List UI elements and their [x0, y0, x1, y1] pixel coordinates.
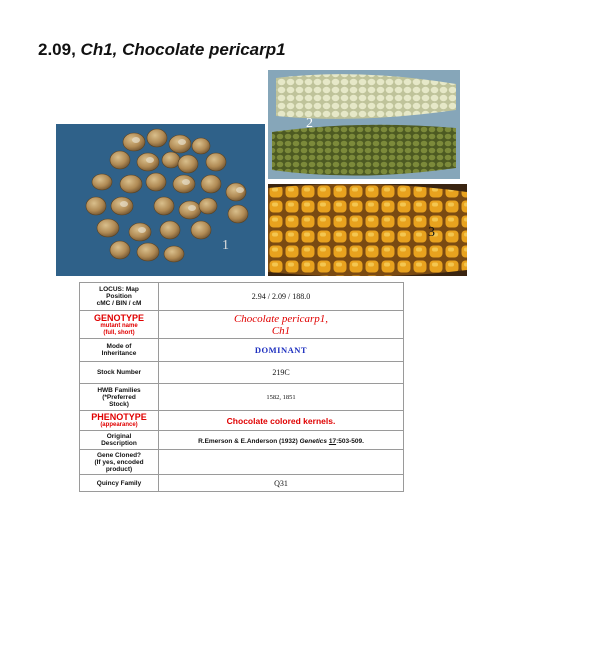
- locus-value: 2.94 / 2.09 / 188.0: [159, 283, 404, 311]
- row-gene-cloned: [80, 450, 404, 475]
- gene-info-table: [79, 282, 404, 492]
- stock-value: 219C: [159, 362, 404, 384]
- gene-cloned-label: Gene Cloned? (If yes, encoded product): [80, 450, 159, 475]
- genotype-label: GENOTYPE mutant name (full, short): [80, 311, 159, 339]
- gene-cloned-value: [159, 450, 404, 475]
- row-locus: [80, 283, 404, 311]
- locus-label: LOCUS: Map Position cMC / BIN / cM: [80, 283, 159, 311]
- photo-label-1: 1: [222, 238, 229, 253]
- kernels-photo: [56, 124, 265, 276]
- title-number: 2.09,: [38, 40, 76, 59]
- hwb-value: 1582, 1851: [159, 384, 404, 411]
- page-title: [38, 40, 286, 60]
- row-original: [80, 431, 404, 450]
- row-mode: [80, 339, 404, 362]
- mode-value: DOMINANT: [159, 339, 404, 362]
- photo-label-3: 3: [428, 225, 435, 240]
- row-phenotype: [80, 411, 404, 431]
- stock-label: Stock Number: [80, 362, 159, 384]
- genotype-value: Chocolate pericarp1, Ch1: [159, 311, 404, 339]
- title-name: Chocolate pericarp1: [122, 40, 286, 59]
- ears-photo: [268, 70, 460, 179]
- phenotype-value: Chocolate colored kernels.: [159, 411, 404, 431]
- kernels-image: [56, 124, 265, 276]
- ears-image: [268, 70, 460, 179]
- title-symbol: Ch1,: [80, 40, 118, 59]
- row-quincy: [80, 475, 404, 492]
- photo-label-2: 2: [306, 116, 313, 131]
- mode-label: Mode of Inheritance: [80, 339, 159, 362]
- row-genotype: [80, 311, 404, 339]
- quincy-label: Quincy Family: [80, 475, 159, 492]
- original-label: Original Description: [80, 431, 159, 450]
- row-hwb: [80, 384, 404, 411]
- original-value: R.Emerson & E.Anderson (1932) Genetics 17:503-509.: [159, 431, 404, 450]
- chocolate-ear-photo: [268, 184, 467, 276]
- hwb-label: HWB Families (*Preferred Stock): [80, 384, 159, 411]
- row-stock: [80, 362, 404, 384]
- phenotype-label: PHENOTYPE (appearance): [80, 411, 159, 431]
- quincy-value: Q31: [159, 475, 404, 492]
- chocolate-ear-image: [268, 184, 467, 276]
